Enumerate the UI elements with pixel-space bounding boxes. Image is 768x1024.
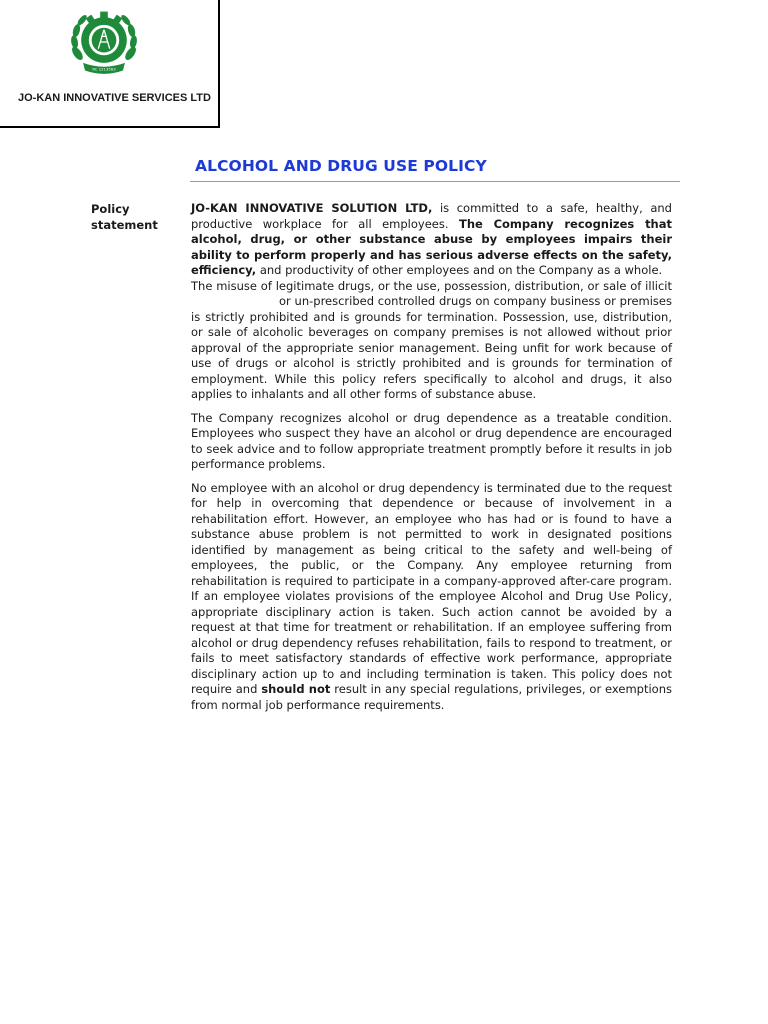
company-emblem-icon (66, 4, 142, 80)
company-logo-text: JO-KAN INNOVATIVE SERVICES LTD (18, 92, 211, 104)
should-not-bold: should not (261, 682, 331, 696)
header-logo-block (0, 0, 220, 128)
paragraph-text: result in any special regulations, privileges, or exemptions from normal job performance requirements. (191, 682, 672, 712)
paragraph-text: and productivity of other employees and on the Company as a whole. (256, 263, 663, 277)
section-label-line2: statement (91, 217, 158, 232)
title-divider (190, 181, 680, 182)
paragraph-text: No employee with an alcohol or drug dependency is terminated due to the request for help in overcoming that dependence or because of involvement in a rehabilitation effort. However, an employee who has had or is found to have a substance abuse problem is not permitted to work in designated positions identified by management as being critical to the safety and well-being of employees, the public, or the Company. Any employee returning from rehabilitation is required to participate in a company-approved after-care program. If an employee violates provisions of the employee Alcohol and Drug Use Policy, appropriate disciplinary action is taken. Such action cannot be avoided by a request at that time for treatment or rehabilitation. If an employee suffering from alcohol or drug dependency refuses rehabilitation, fails to respond to treatment, or fails to meet satisfactory standards of effective work performance, appropriate disciplinary action up to and including termination is taken. This policy does not require and (191, 480, 672, 696)
company-name-bold: JO-KAN INNOVATIVE SOLUTION LTD, (191, 201, 433, 215)
paragraph-text: is committed to a safe, healthy, and productive workplace for all employees. (191, 201, 672, 231)
policy-body (191, 201, 672, 721)
paragraph-dependence: The Company recognizes alcohol or drug dependence as a treatable condition. Employees who suspect they have an alcohol or drug dependence are encouraged to seek advice and to follow appropriate treatment promptly before it results in job performance problems. (191, 410, 672, 471)
section-label-line1: Policy (91, 202, 130, 216)
paragraph-text: or un-prescribed controlled drugs on company business or premises is strictly prohibited and is grounds for termination. Possession, use, distribution, or sale of alcoholic beverages on company premises is not allowed without prior approval of the appropriate senior management. Being unfit for work because of use of drugs or alcohol is strictly prohibited and is grounds for termination of employment. While this policy refers specifically to alcohol and drugs, it also applies to inhalants and all other forms of substance abuse. (191, 294, 672, 401)
section-label (91, 202, 171, 233)
paragraph-text: The misuse of legitimate drugs, or the use, possession, distribution, or sale of illicit (191, 278, 672, 293)
logo-seal-text: RC 1213563 (92, 66, 116, 72)
recognition-bold: The Company recognizes that alcohol, drug, or other substance abuse by employees impairs their ability to perform properly and has serious adverse effects on the safety, efficiency, (191, 216, 673, 277)
page-title: ALCOHOL AND DRUG USE POLICY (195, 157, 487, 175)
paragraph-commitment (191, 201, 672, 403)
paragraph-rehabilitation (191, 481, 672, 714)
